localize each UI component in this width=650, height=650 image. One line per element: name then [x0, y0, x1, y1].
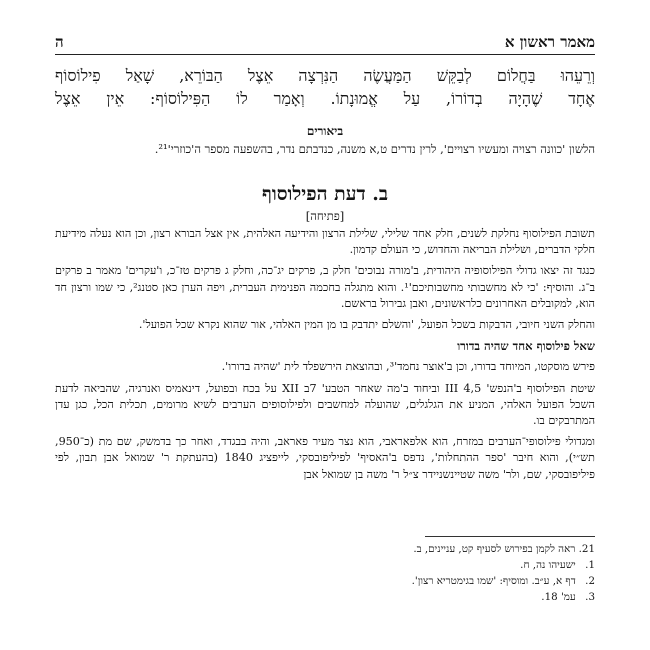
- paragraph: והחלק השני חיובי, הדבקות בשכל הפועל, 'והשלם יתדבק בו מן המין האלהי, אור שהוא נקרא שכל הפועל'.: [138, 318, 595, 332]
- footnote: [55, 541, 595, 557]
- paragraph: שיטת הפילוסוף ב'הנפש' III 4,5 וביחוד ב'מה שאחר הטבע' 7ב XII על בכח ובפועל, דינאמיס ואנרגיה, שהביאה לדעת השכל הפועל האלהי, המניע את הגלגלים, שהועלה למחשבים ולפילוסופים הערבים לשיא מרומים, תכלית הכל, כגן עדן המתרבקים בו.: [55, 381, 596, 428]
- intro-label: [פתיחה]: [305, 209, 345, 223]
- footnote-number: 3.: [585, 591, 595, 603]
- paragraph: כנגד זה יצאו גדולי הפילוסופיה היהודית, ב'מורה נבוכים' חלק ב, פרקים יג־כה, וחלק ג פרקים טז־כ, ו'עקרים' מאמר ב פרקים ב־ג. והוסיף: 'כי לא מחשבותי מחשבותיכם'¹. והוא מתגלה בחכמה הפנימית העברית, ויפה הערן כאן סטנג², כי שמו ורצון חד הוא, למקובלים האחרונים כלראשונים, ואבן גבירול בראשם.: [55, 264, 595, 310]
- footnote: [55, 557, 595, 573]
- commentary-body: [55, 226, 595, 488]
- footnote-number: 1.: [585, 559, 595, 571]
- paragraph: ומגדולי פילוסופי־הערבים במזרח, הוא אלפאראבי, הוא נצר מעיר פאראב, והיה בבגדד, ואחר כך בדמשק, שם מת (כ־950, תש״י), והוא חיבר 'ספר ההתחלות', נדפס ב'האסיף' לפיליפובסקי, לייפציג 1840 (בהעתקת ר' שמואל אבן תבון, לפי פיליפובסקי, שם, ולר' משה שטיינשניידר צ״ל ר' משה בן שמואל אבן: [55, 435, 595, 481]
- footnotes: [55, 541, 595, 605]
- vocalized-line-1: וְרֵעֵהוּ בַּחֲלוֹם לְבַקֵּשׁ הַמַּעֲשֶׂה הַנִּרְצָה אֵצֶל הַבּוֹרֵא, שָׁאַל פִילוֹסוֹף: [55, 66, 595, 85]
- vocalized-main-text: [55, 64, 595, 110]
- footnote: [55, 589, 595, 605]
- footnote-text: ישעיהו נה, ח.: [520, 559, 576, 571]
- footnote-rule: [425, 536, 595, 537]
- vocalized-line-2: אֶחָד שֶׁהָיָה בְדוֹרוֹ, עַל אֱמוּנָתוֹ. וְאָמַר לוֹ הַפִּילוֹסוֹף: אֵין אֵצֶל: [55, 89, 595, 108]
- footnote-text: עמ' 18.: [541, 591, 576, 603]
- footnote-text: ראה לקמן בפירוש לסעיף קט, עניינים, ב.: [413, 543, 576, 555]
- running-header: [55, 30, 595, 52]
- lemma-heading: שאל פילוסוף אחד שהיה בדורו: [457, 339, 595, 354]
- explanations-block: [55, 141, 595, 158]
- page-number: ה: [55, 33, 64, 51]
- footnote-text: דף א, ע״ב. ומוסיף: 'שמו בגימטריא רצון'.: [411, 575, 576, 587]
- header-title: מאמר ראשון א: [504, 33, 595, 51]
- footnote: [55, 573, 595, 589]
- explanations-label: ביאורים: [306, 124, 344, 138]
- header-rule: [55, 54, 595, 55]
- paragraph: פירש מוסקטו, המיוחד בדורו, וכן ב'אוצר נחמד'³, ובהוצאת הירשפלד לית 'שהיה בדורו'.: [221, 360, 595, 374]
- footnote-number: 21.: [578, 543, 595, 555]
- chapter-title: ב. דעת הפילוסוף: [262, 183, 388, 205]
- explanations-text: הלשון 'כוונה רצויה ומעשיו רצויים', לרין נדרים ט,א משנה, כנדבתם נדר, בהשפעה מספר ה'כוזרי'²¹.: [154, 142, 595, 156]
- footnote-number: 2.: [585, 575, 595, 587]
- paragraph: תשובת הפילוסוף נחלקת לשנים, חלק אחד שלילי, שלילת הרצון והידיעה האלהית, אין אצל הבורא רצון, וכן הוא נעלה מידיעת חלקי הדברים, ושלילת הבריאה והחדוש, כי העולם קדמון.: [55, 227, 595, 257]
